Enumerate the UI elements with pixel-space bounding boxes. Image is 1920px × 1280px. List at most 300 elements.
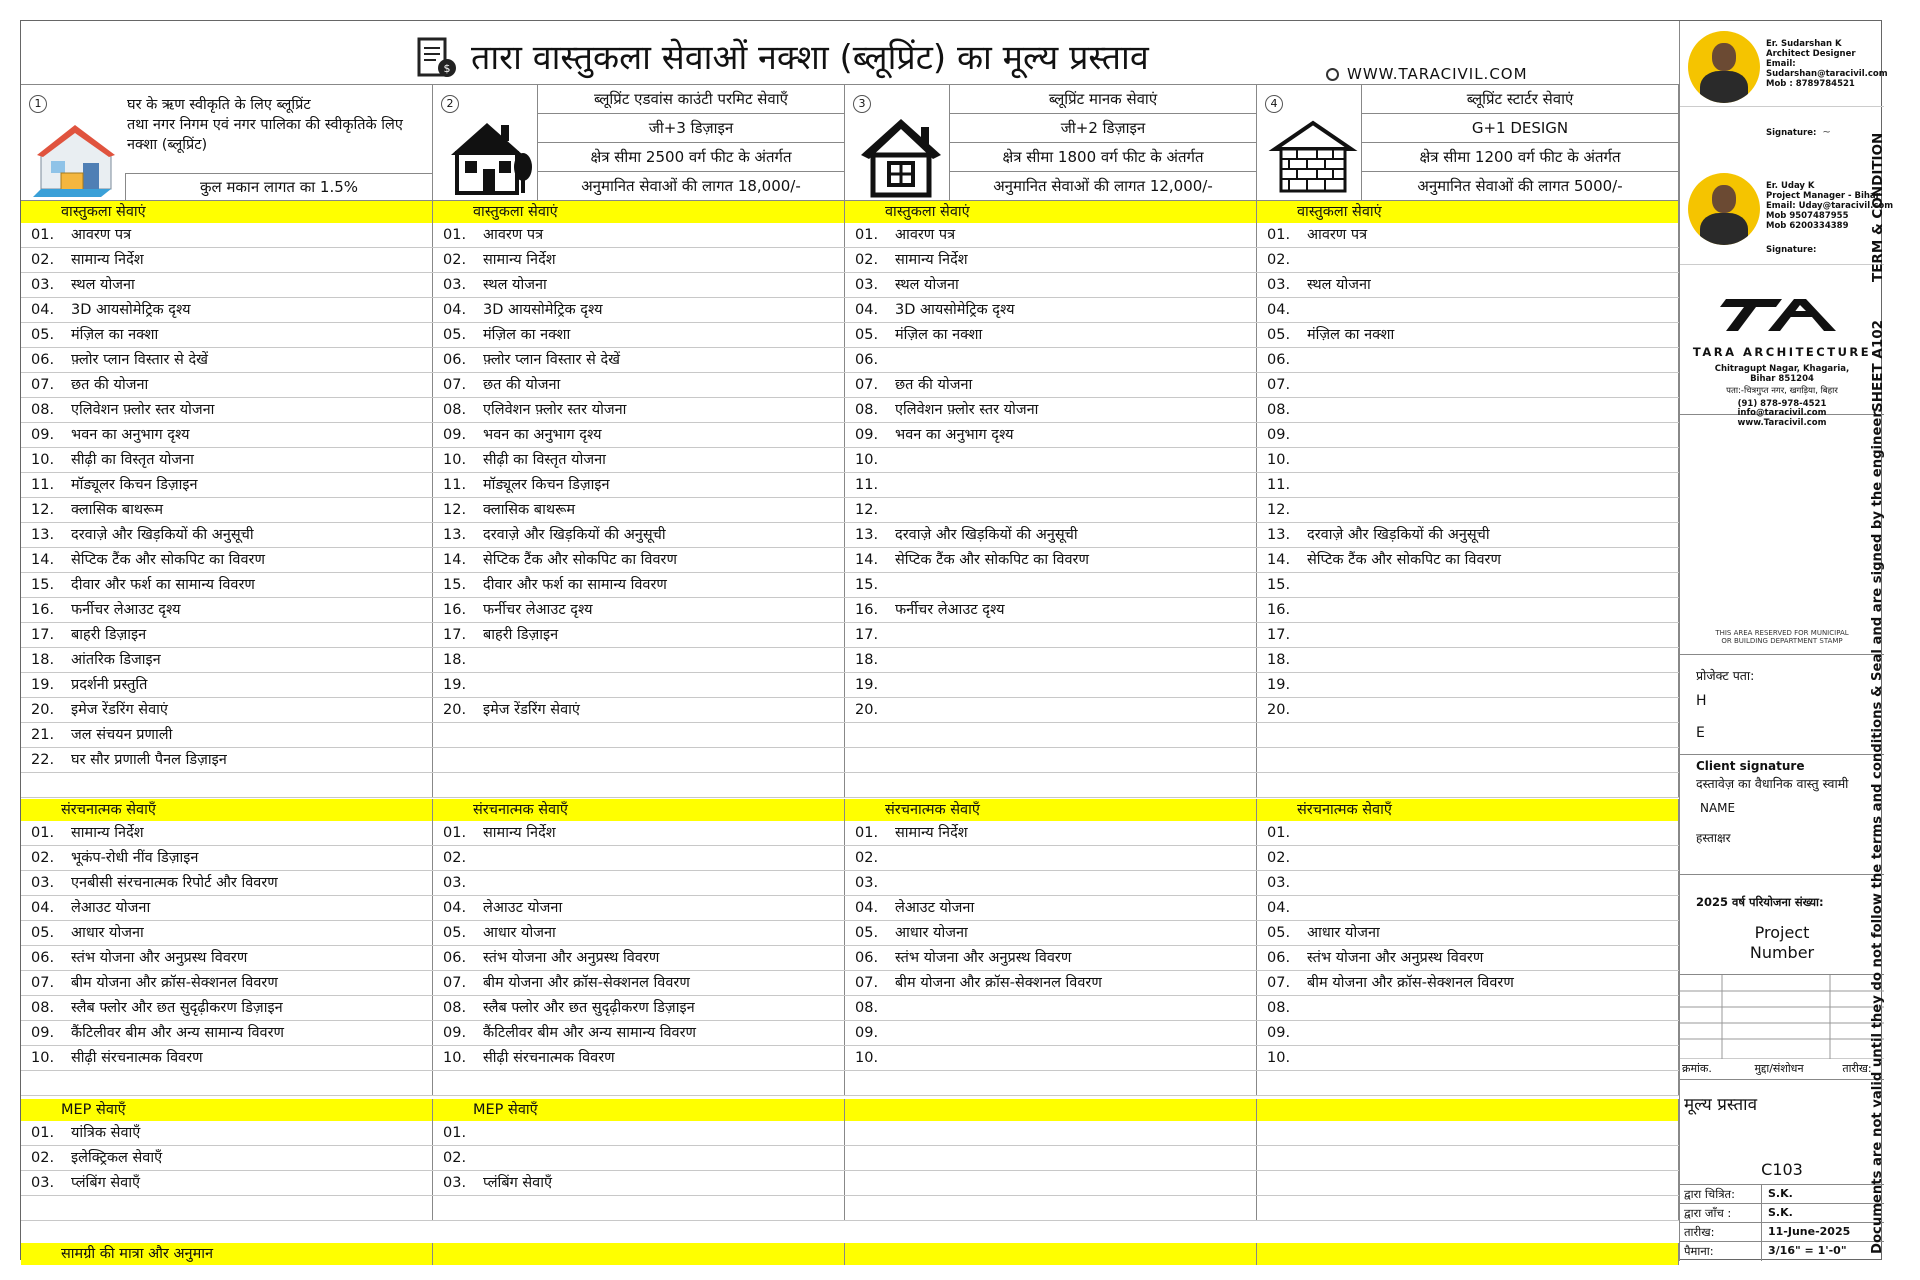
address-line: पता:-चित्रगुप्त नगर, खगड़िया, बिहार xyxy=(1726,386,1838,396)
table-cell xyxy=(845,821,1257,845)
item-label: इमेज रेंडरिंग सेवाएं xyxy=(483,702,580,718)
item-number: 04. xyxy=(1267,302,1291,318)
table-cell xyxy=(845,623,1257,647)
table-cell xyxy=(21,896,433,920)
table-cell xyxy=(1257,348,1679,372)
item-label: 3D आयसोमेट्रिक दृश्य xyxy=(483,302,603,318)
section-title: सामग्री की मात्रा और अनुमान xyxy=(21,1243,433,1265)
item-label: सेप्टिक टैंक और सोकपिट का विवरण xyxy=(1307,552,1501,568)
title-block xyxy=(1679,21,1894,1261)
table-cell xyxy=(845,896,1257,920)
client-sign-label: हस्ताक्षर xyxy=(1696,831,1731,845)
item-number: 12. xyxy=(31,502,55,518)
item-number: 17. xyxy=(443,627,467,643)
item-label: एनबीसी संरचनात्मक रिपोर्ट और विवरण xyxy=(71,875,278,891)
table-row xyxy=(21,623,1679,648)
item-label: दीवार और फर्श का सामान्य विवरण xyxy=(483,577,667,593)
item-label: छत की योजना xyxy=(895,377,973,393)
item-number: 17. xyxy=(1267,627,1291,643)
item-number: 04. xyxy=(31,302,55,318)
table-cell xyxy=(845,1196,1257,1220)
item-number: 03. xyxy=(855,277,879,293)
item-number: 08. xyxy=(443,402,467,418)
plan-area: क्षेत्र सीमा 1200 वर्ग फीट के अंतर्गत xyxy=(1362,143,1678,172)
item-label: स्तंभ योजना और अनुप्रस्थ विवरण xyxy=(483,950,660,966)
item-number: 14. xyxy=(443,552,467,568)
item-label: क्लासिक बाथरूम xyxy=(483,502,576,518)
plan-3 xyxy=(845,85,1257,201)
item-label: आधार योजना xyxy=(1307,925,1380,941)
item-number: 10. xyxy=(31,452,55,468)
table-cell xyxy=(433,548,845,572)
table-cell xyxy=(845,498,1257,522)
table-cell xyxy=(1257,1196,1679,1220)
brick-house-icon xyxy=(1267,109,1359,199)
table-cell xyxy=(21,623,433,647)
plan-title: ब्लूप्रिंट एडवांस काउंटी परमिट सेवाएँ xyxy=(538,85,844,114)
house-tree-icon xyxy=(443,109,535,199)
table-cell xyxy=(21,1021,433,1045)
table-row xyxy=(21,348,1679,373)
table-row xyxy=(21,748,1679,773)
item-number: 07. xyxy=(1267,975,1291,991)
plan-area: क्षेत्र सीमा 1800 वर्ग फीट के अंतर्गत xyxy=(950,143,1256,172)
table-cell xyxy=(21,946,433,970)
item-label: स्तंभ योजना और अनुप्रस्थ विवरण xyxy=(1307,950,1484,966)
plan-line: घर के ऋण स्वीकृति के लिए ब्लूप्रिंट xyxy=(127,97,311,113)
item-number: 08. xyxy=(443,1000,467,1016)
table-cell xyxy=(845,921,1257,945)
item-label: स्लैब फ्लोर और छत सुदृढ़ीकरण डिज़ाइन xyxy=(483,1000,695,1016)
item-label: भूकंप-रोधी नींव डिज़ाइन xyxy=(71,850,199,866)
table-cell xyxy=(433,498,845,522)
table-row xyxy=(21,648,1679,673)
table-cell xyxy=(845,223,1257,247)
item-number: 11. xyxy=(443,477,467,493)
item-number: 03. xyxy=(31,1175,55,1191)
item-number: 01. xyxy=(31,227,55,243)
table-row xyxy=(21,946,1679,971)
section-title: संरचनात्मक सेवाएँ xyxy=(1257,799,1679,821)
item-label: एलिवेशन फ़्लोर स्तर योजना xyxy=(71,402,215,418)
item-number: 12. xyxy=(855,502,879,518)
section-title: वास्तुकला सेवाएं xyxy=(21,201,433,223)
table-cell xyxy=(433,1171,845,1195)
item-number: 19. xyxy=(1267,677,1291,693)
item-number: 13. xyxy=(31,527,55,543)
table-row xyxy=(21,298,1679,323)
item-label: घर सौर प्रणाली पैनल डिज़ाइन xyxy=(71,752,227,768)
rev-col-number: क्रमांक. xyxy=(1682,1062,1712,1075)
table-cell xyxy=(1257,1021,1679,1045)
item-label: एलिवेशन फ़्लोर स्तर योजना xyxy=(895,402,1039,418)
item-number: 02. xyxy=(443,252,467,268)
item-number: 03. xyxy=(443,277,467,293)
item-number: 02. xyxy=(31,850,55,866)
plan-design: G+1 DESIGN xyxy=(1362,114,1678,143)
item-label: फ़्लोर प्लान विस्तार से देखें xyxy=(483,352,621,368)
item-number: 07. xyxy=(31,377,55,393)
item-number: 08. xyxy=(1267,402,1291,418)
plan-number: 4 xyxy=(1265,95,1283,113)
table-row xyxy=(21,871,1679,896)
table-cell xyxy=(1257,273,1679,297)
item-label: मंज़िल का नक्शा xyxy=(895,327,983,343)
table-cell xyxy=(1257,523,1679,547)
item-label: क्लासिक बाथरूम xyxy=(71,502,164,518)
item-label: फर्नीचर लेआउट दृश्य xyxy=(895,602,1005,618)
brand-name: TARA ARCHITECTURE xyxy=(1692,345,1872,359)
table-cell xyxy=(21,921,433,945)
item-label: सीढ़ी का विस्तृत योजना xyxy=(483,452,606,468)
item-number: 17. xyxy=(855,627,879,643)
item-label: 3D आयसोमेट्रिक दृश्य xyxy=(895,302,1015,318)
person-role: Project Manager - Bihar xyxy=(1766,191,1880,201)
item-number: 11. xyxy=(1267,477,1291,493)
plan-title: ब्लूप्रिंट स्टार्टर सेवाएं xyxy=(1362,85,1678,114)
table-row xyxy=(21,398,1679,423)
table-cell xyxy=(21,748,433,772)
table-cell xyxy=(845,398,1257,422)
globe-icon xyxy=(1326,68,1339,81)
plan-line: नक्शा (ब्लूप्रिंट) xyxy=(127,137,208,153)
email-label: Email: xyxy=(1766,59,1796,69)
section-title: वास्तुकला सेवाएं xyxy=(1257,201,1679,223)
person-role: Architect Designer xyxy=(1766,49,1856,59)
item-label: भवन का अनुभाग दृश्य xyxy=(483,427,602,443)
plan-cost: अनुमानित सेवाओं की लागत 5000/- xyxy=(1417,177,1623,195)
section-header-mep xyxy=(21,1099,1679,1121)
company-logo-block xyxy=(1680,265,1884,428)
stamp-area xyxy=(1680,415,1884,655)
table-cell xyxy=(21,1046,433,1070)
sheet-title-block xyxy=(1680,1079,1884,1185)
table-cell xyxy=(845,871,1257,895)
table-cell xyxy=(845,723,1257,747)
meta-value: 11-June-2025 xyxy=(1768,1225,1851,1238)
item-number: 04. xyxy=(855,302,879,318)
item-number: 02. xyxy=(1267,850,1291,866)
table-cell xyxy=(21,773,433,797)
table-cell xyxy=(21,648,433,672)
item-number: 12. xyxy=(443,502,467,518)
item-number: 06. xyxy=(855,352,879,368)
client-signature-title: Client signature xyxy=(1696,759,1805,773)
table-cell xyxy=(845,698,1257,722)
item-number: 16. xyxy=(855,602,879,618)
company-email[interactable]: info@taracivil.com xyxy=(1737,408,1827,418)
table-cell xyxy=(433,698,845,722)
table-cell xyxy=(845,598,1257,622)
table-cell xyxy=(433,573,845,597)
item-label: दरवाज़े और खिड़कियों की अनुसूची xyxy=(895,527,1078,543)
item-number: 15. xyxy=(855,577,879,593)
project-number-value: Project xyxy=(1754,923,1810,942)
item-label: बीम योजना और क्रॉस-सेक्शनल विवरण xyxy=(1307,975,1514,991)
table-cell xyxy=(1257,248,1679,272)
table-row xyxy=(21,473,1679,498)
section-title: MEP सेवाएँ xyxy=(21,1099,433,1121)
item-label: आधार योजना xyxy=(483,925,556,941)
table-cell xyxy=(845,448,1257,472)
item-number: 06. xyxy=(31,950,55,966)
table-cell xyxy=(1257,996,1679,1020)
project-address-label: प्रोजेक्ट पता: xyxy=(1696,668,1755,683)
table-cell xyxy=(21,373,433,397)
item-label: फर्नीचर लेआउट दृश्य xyxy=(71,602,181,618)
table-cell xyxy=(1257,921,1679,945)
blank-row xyxy=(21,1071,1679,1096)
item-label: मंज़िल का नक्शा xyxy=(1307,327,1395,343)
title-header xyxy=(21,21,1679,85)
table-cell xyxy=(1257,1046,1679,1070)
table-cell xyxy=(433,846,845,870)
item-label: स्तंभ योजना और अनुप्रस्थ विवरण xyxy=(71,950,248,966)
item-number: 07. xyxy=(1267,377,1291,393)
project-address xyxy=(1680,655,1884,755)
table-cell xyxy=(1257,821,1679,845)
item-number: 02. xyxy=(855,850,879,866)
item-label: सीढ़ी का विस्तृत योजना xyxy=(71,452,194,468)
table-row xyxy=(21,846,1679,871)
plan-design: जी+3 डिज़ाइन xyxy=(538,114,844,143)
item-label: सामान्य निर्देश xyxy=(895,252,968,268)
plan-cost: अनुमानित सेवाओं की लागत 12,000/- xyxy=(993,177,1213,195)
person-name: Er. Sudarshan K xyxy=(1766,39,1842,49)
address-line: Chitragupt Nagar, Khagaria, xyxy=(1714,364,1850,374)
section-title: संरचनात्मक सेवाएँ xyxy=(21,799,433,821)
item-number: 02. xyxy=(443,850,467,866)
table-cell xyxy=(1257,946,1679,970)
item-number: 01. xyxy=(443,825,467,841)
item-number: 13. xyxy=(1267,527,1291,543)
sheet-number-label: SHEET A102 xyxy=(1870,319,1886,412)
item-number: 01. xyxy=(855,825,879,841)
table-cell xyxy=(845,273,1257,297)
item-number: 03. xyxy=(1267,875,1291,891)
table-row xyxy=(21,896,1679,921)
item-number: 02. xyxy=(855,252,879,268)
table-cell xyxy=(1257,648,1679,672)
table-cell xyxy=(433,323,845,347)
table-cell xyxy=(1257,1146,1679,1170)
item-number: 12. xyxy=(1267,502,1291,518)
item-label: कैंटिलीवर बीम और अन्य सामान्य विवरण xyxy=(483,1025,697,1041)
item-label: स्थल योजना xyxy=(483,277,547,293)
table-cell xyxy=(845,1021,1257,1045)
item-number: 08. xyxy=(31,402,55,418)
table-cell xyxy=(21,223,433,247)
table-cell xyxy=(845,323,1257,347)
table-cell xyxy=(21,598,433,622)
table-cell xyxy=(433,896,845,920)
item-label: सामान्य निर्देश xyxy=(895,825,968,841)
item-number: 01. xyxy=(443,227,467,243)
avatar xyxy=(1688,31,1760,103)
table-cell xyxy=(845,1121,1257,1145)
item-label: सामान्य निर्देश xyxy=(483,825,556,841)
item-number: 14. xyxy=(1267,552,1291,568)
website-link[interactable] xyxy=(1326,65,1528,83)
item-number: 04. xyxy=(443,900,467,916)
item-number: 08. xyxy=(855,1000,879,1016)
item-label: सीढ़ी संरचनात्मक विवरण xyxy=(483,1050,615,1066)
item-label: लेआउट योजना xyxy=(483,900,563,916)
signature-label: Signature: xyxy=(1766,245,1817,255)
person-mobile: Mob 6200334389 xyxy=(1766,221,1849,231)
table-cell xyxy=(21,1171,433,1195)
item-number: 08. xyxy=(1267,1000,1291,1016)
item-label: बाहरी डिज़ाइन xyxy=(483,627,559,643)
section-title: संरचनात्मक सेवाएँ xyxy=(845,799,1257,821)
table-cell xyxy=(845,748,1257,772)
house-icon xyxy=(855,109,947,199)
item-label: फर्नीचर लेआउट दृश्य xyxy=(483,602,593,618)
item-label: सीढ़ी संरचनात्मक विवरण xyxy=(71,1050,203,1066)
item-number: 08. xyxy=(31,1000,55,1016)
signature-label: Signature: xyxy=(1766,128,1817,138)
item-label: यांत्रिक सेवाएँ xyxy=(71,1125,141,1141)
item-label: स्थल योजना xyxy=(1307,277,1371,293)
table-cell xyxy=(845,846,1257,870)
item-number: 20. xyxy=(443,702,467,718)
terms-label: TERM & CONDITION xyxy=(1870,132,1886,282)
table-cell xyxy=(845,248,1257,272)
table-cell xyxy=(433,821,845,845)
table-cell xyxy=(21,348,433,372)
company-website[interactable]: www.Taracivil.com xyxy=(1737,417,1827,428)
item-label: बीम योजना और क्रॉस-सेक्शनल विवरण xyxy=(71,975,278,991)
item-label: दरवाज़े और खिड़कियों की अनुसूची xyxy=(483,527,666,543)
item-label: आवरण पत्र xyxy=(483,227,544,243)
table-cell xyxy=(1257,1071,1679,1095)
item-number: 02. xyxy=(443,1150,467,1166)
item-number: 15. xyxy=(1267,577,1291,593)
meta-value: S.K. xyxy=(1768,1187,1793,1200)
item-number: 05. xyxy=(31,327,55,343)
item-number: 01. xyxy=(1267,825,1291,841)
section-title xyxy=(1257,1099,1679,1121)
item-number: 03. xyxy=(443,1175,467,1191)
item-label: स्थल योजना xyxy=(71,277,135,293)
item-number: 05. xyxy=(443,327,467,343)
item-number: 03. xyxy=(31,277,55,293)
item-number: 20. xyxy=(855,702,879,718)
table-cell xyxy=(1257,673,1679,697)
table-cell xyxy=(845,573,1257,597)
item-number: 06. xyxy=(1267,352,1291,368)
avatar xyxy=(1688,173,1760,245)
item-number: 22. xyxy=(31,752,55,768)
plan-2 xyxy=(433,85,845,201)
item-number: 18. xyxy=(855,652,879,668)
item-number: 20. xyxy=(31,702,55,718)
table-row xyxy=(21,548,1679,573)
item-label: मॉड्यूलर किचन डिज़ाइन xyxy=(71,477,198,493)
item-number: 05. xyxy=(1267,925,1291,941)
table-cell xyxy=(21,473,433,497)
item-number: 05. xyxy=(855,327,879,343)
section-title: MEP सेवाएँ xyxy=(433,1099,845,1121)
table-cell xyxy=(21,1196,433,1220)
table-cell xyxy=(433,373,845,397)
table-cell xyxy=(433,398,845,422)
project-number-value: Number xyxy=(1749,943,1815,962)
plan-title: ब्लूप्रिंट मानक सेवाएं xyxy=(950,85,1256,114)
meta-key: द्वारा चित्रित: xyxy=(1680,1185,1762,1203)
table-row xyxy=(21,573,1679,598)
section-title: वास्तुकला सेवाएं xyxy=(845,201,1257,223)
table-cell xyxy=(433,921,845,945)
project-address-line: E xyxy=(1696,725,1705,741)
table-cell xyxy=(1257,598,1679,622)
table-cell xyxy=(21,448,433,472)
table-cell xyxy=(845,971,1257,995)
person-email[interactable]: Sudarshan@taracivil.com xyxy=(1766,69,1888,79)
table-row xyxy=(21,323,1679,348)
table-row xyxy=(21,273,1679,298)
table-row xyxy=(21,423,1679,448)
item-label: छत की योजना xyxy=(71,377,149,393)
table-cell xyxy=(21,423,433,447)
table-row xyxy=(21,1021,1679,1046)
item-number: 10. xyxy=(31,1050,55,1066)
house-color-icon xyxy=(31,109,123,199)
person-mobile: Mob 9507487955 xyxy=(1766,211,1849,221)
item-number: 06. xyxy=(443,950,467,966)
table-cell xyxy=(1257,971,1679,995)
item-label: आधार योजना xyxy=(895,925,968,941)
item-number: 18. xyxy=(443,652,467,668)
item-label: मॉड्यूलर किचन डिज़ाइन xyxy=(483,477,610,493)
item-number: 14. xyxy=(31,552,55,568)
table-cell xyxy=(21,548,433,572)
item-label: इलेक्ट्रिकल सेवाएँ xyxy=(71,1150,163,1166)
manager-card xyxy=(1680,149,1894,265)
item-number: 01. xyxy=(855,227,879,243)
person-email[interactable]: Email: Uday@taracivil.com xyxy=(1766,201,1894,211)
plan-area: क्षेत्र सीमा 2500 वर्ग फीट के अंतर्गत xyxy=(538,143,844,172)
item-number: 21. xyxy=(31,727,55,743)
table-cell xyxy=(845,423,1257,447)
table-cell xyxy=(845,1046,1257,1070)
rev-col-issue: मुद्दा/संशोधन xyxy=(1754,1062,1804,1075)
table-row xyxy=(21,523,1679,548)
item-number: 10. xyxy=(1267,452,1291,468)
table-cell xyxy=(433,298,845,322)
item-label: स्तंभ योजना और अनुप्रस्थ विवरण xyxy=(895,950,1072,966)
item-label: प्रदर्शनी प्रस्तुति xyxy=(71,677,148,693)
table-cell xyxy=(433,996,845,1020)
table-cell xyxy=(21,673,433,697)
table-row xyxy=(21,723,1679,748)
item-number: 09. xyxy=(855,1025,879,1041)
section-header-materials xyxy=(21,1243,1679,1265)
table-cell xyxy=(433,273,845,297)
item-number: 18. xyxy=(1267,652,1291,668)
item-label: दीवार और फर्श का सामान्य विवरण xyxy=(71,577,255,593)
item-label: जल संचयन प्रणाली xyxy=(71,727,173,743)
table-cell xyxy=(21,1071,433,1095)
item-number: 15. xyxy=(31,577,55,593)
item-label: भवन का अनुभाग दृश्य xyxy=(71,427,190,443)
table-row xyxy=(21,1046,1679,1071)
table-cell xyxy=(21,298,433,322)
item-number: 09. xyxy=(1267,427,1291,443)
item-label: सेप्टिक टैंक और सोकपिट का विवरण xyxy=(71,552,265,568)
meta-key: तारीख: xyxy=(1680,1223,1762,1241)
table-cell xyxy=(21,698,433,722)
